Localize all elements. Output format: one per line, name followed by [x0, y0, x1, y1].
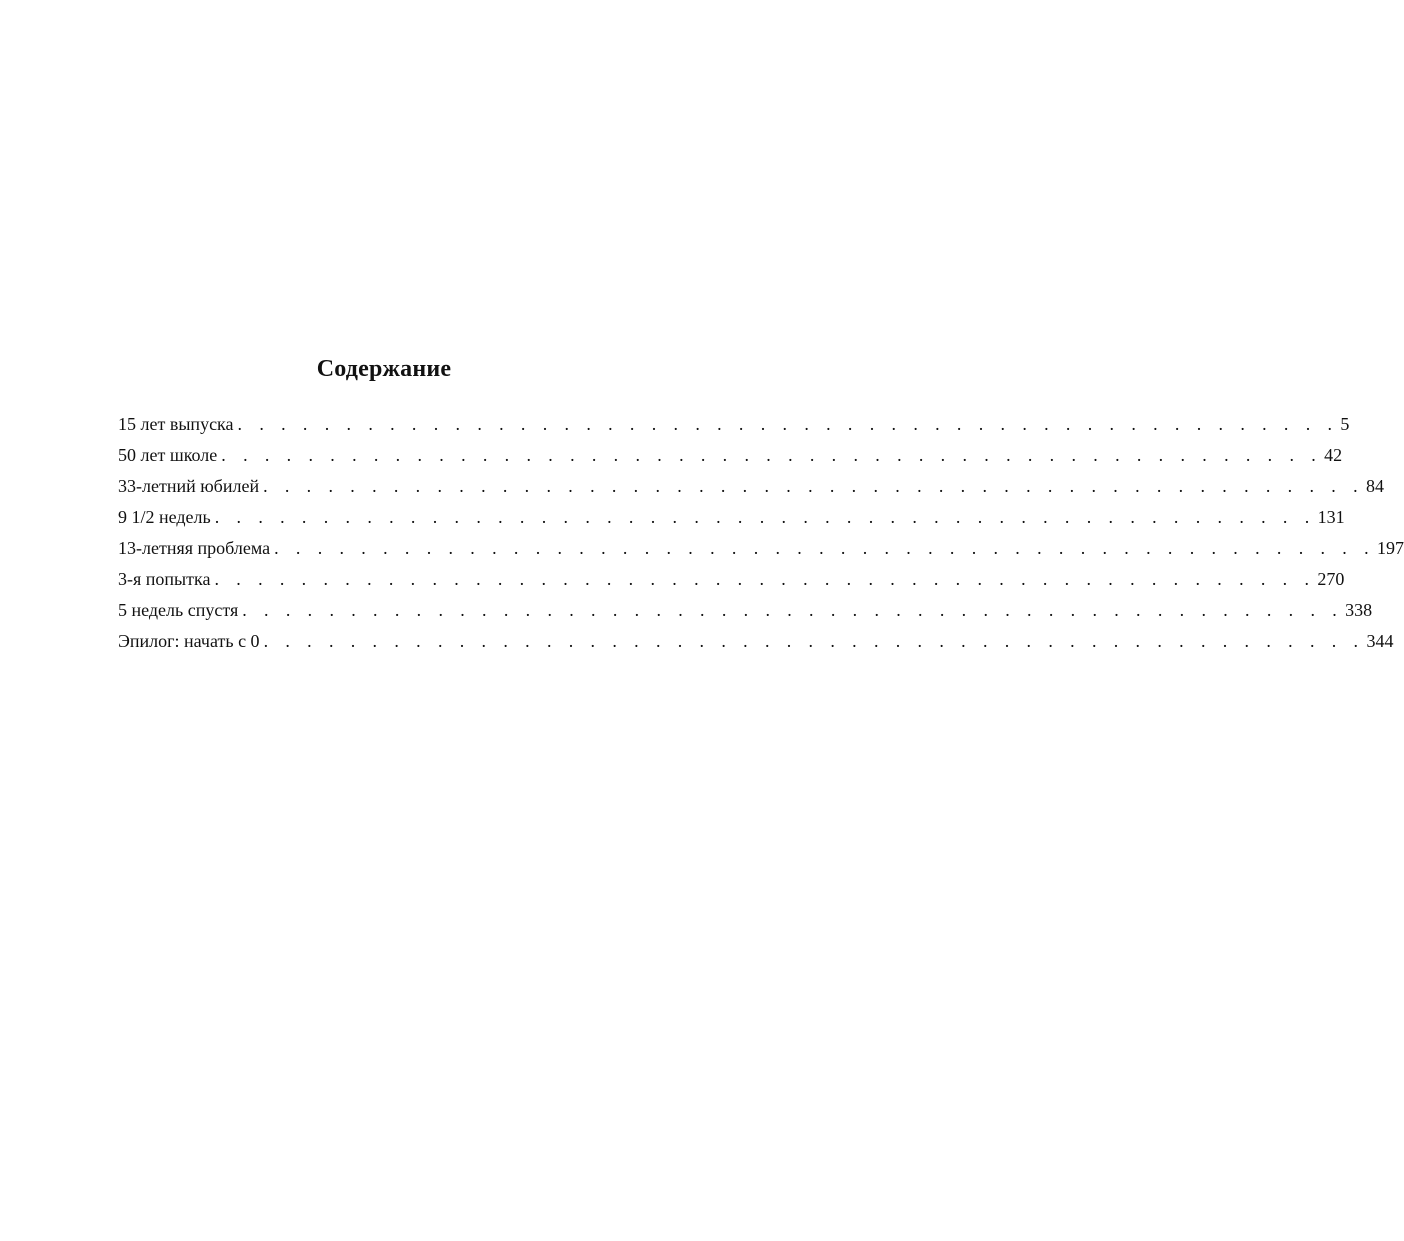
dot-leader: . . . . . . . . . . . . . . . . . . . . . . . . . . . . . . . . . . . . . . . . . . . . . . . . . . .: [274, 538, 1376, 558]
toc-entry-page: 344: [1366, 631, 1394, 651]
toc-entry-title: Эпилог: начать с 0: [118, 631, 260, 651]
toc-entry-title: 3-я попытка: [118, 569, 211, 589]
toc-entry[interactable]: [118, 626, 1394, 657]
dot-leader: . . . . . . . . . . . . . . . . . . . . . . . . . . . . . . . . . . . . . . . . . . . . . . . . . . .: [214, 569, 1316, 589]
dot-leader: . . . . . . . . . . . . . . . . . . . . . . . . . . . . . . . . . . . . . . . . . . . . . . . . . . .: [242, 600, 1344, 620]
toc-entry-title: 13-летняя проблема: [118, 538, 271, 558]
toc-entry[interactable]: [118, 502, 1345, 533]
dot-leader: . . . . . . . . . . . . . . . . . . . . . . . . . . . . . . . . . . . . . . . . . . . . . . . . . . .: [237, 414, 1339, 434]
toc-entry-page: 42: [1324, 445, 1343, 465]
page-title: Содержание: [316, 356, 452, 382]
toc-entry-title: 50 лет школе: [118, 445, 218, 465]
toc-entry-page: 5: [1340, 414, 1350, 434]
dot-leader: . . . . . . . . . . . . . . . . . . . . . . . . . . . . . . . . . . . . . . . . . . . . . . . . . . .: [214, 507, 1316, 527]
toc-entry-page: 197: [1377, 538, 1404, 558]
toc-entry[interactable]: [118, 595, 1373, 626]
toc-entry[interactable]: [118, 440, 1343, 471]
toc-entry-page: 131: [1317, 507, 1345, 527]
toc-entry-title: 33-летний юбилей: [118, 476, 260, 496]
toc-entry-page: 84: [1365, 476, 1384, 496]
toc-entry[interactable]: [118, 564, 1345, 595]
toc-entry[interactable]: [118, 533, 1404, 564]
dot-leader: . . . . . . . . . . . . . . . . . . . . . . . . . . . . . . . . . . . . . . . . . . . . . . . . . . .: [263, 631, 1365, 651]
dot-leader: . . . . . . . . . . . . . . . . . . . . . . . . . . . . . . . . . . . . . . . . . . . . . . . . . . .: [221, 445, 1323, 465]
toc-entry-title: 9 1/2 недель: [118, 507, 211, 527]
toc-entry-page: 270: [1317, 569, 1345, 589]
toc-entry[interactable]: [118, 471, 1384, 502]
table-of-contents: [118, 409, 1404, 657]
toc-entry-page: 338: [1345, 600, 1373, 620]
dot-leader: . . . . . . . . . . . . . . . . . . . . . . . . . . . . . . . . . . . . . . . . . . . . . . . . . . .: [263, 476, 1364, 496]
toc-entry[interactable]: [118, 409, 1350, 440]
toc-entry-title: 15 лет выпуска: [118, 414, 234, 434]
toc-entry-title: 5 недель спустя: [118, 600, 239, 620]
